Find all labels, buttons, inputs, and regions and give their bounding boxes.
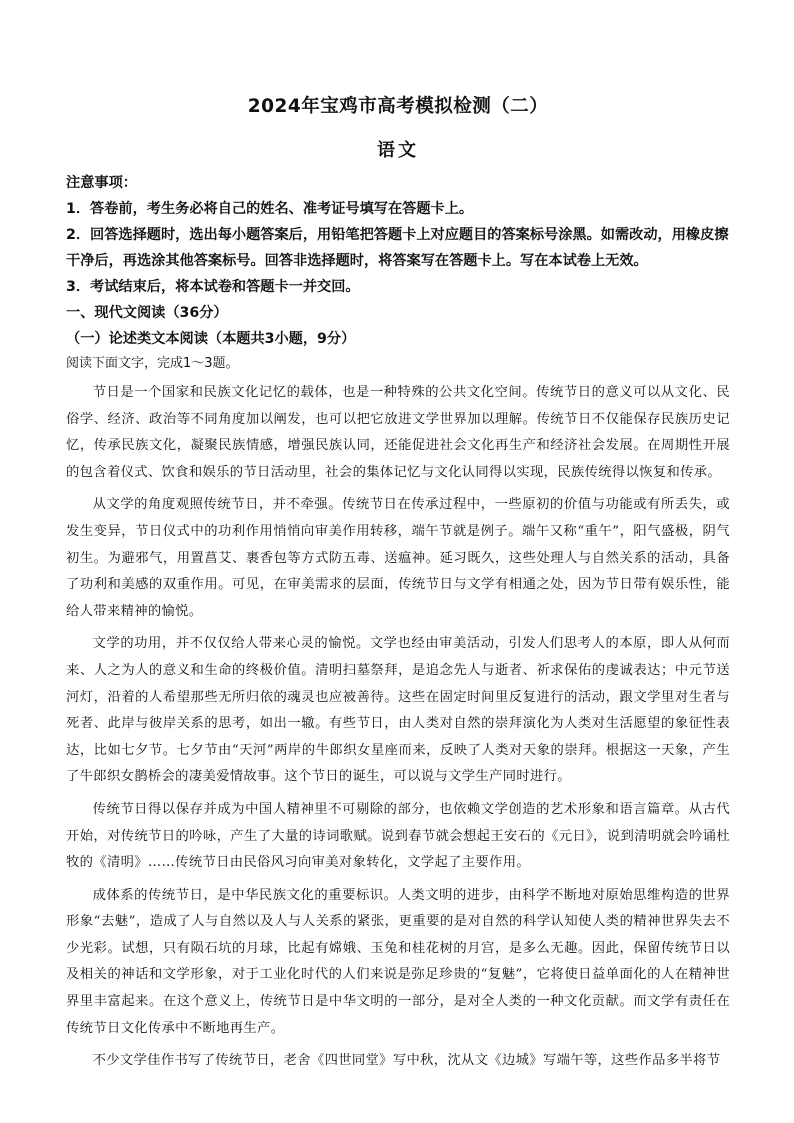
- exam-title: 2024年宝鸡市高考模拟检测（二）: [247, 96, 549, 117]
- reading-instruction: 阅读下面文字，完成1～3题。: [66, 356, 239, 371]
- passage-paragraph: 文学的功用，并不仅仅给人带来心灵的愉悦。文学也经由审美活动，引发人们思考人的本原，即人从何而来、人之为人的意义和生命的终极价值。清明扫墓祭拜，是追念先人与逝者、祈求保佑的虔诚表达；中元节送河灯，沿着的人希望那些无所归依的魂灵也应被善待。这些在固定时间里反复进行的活动，跟文学里对生者与死者、此岸与彼岸关系的思考，如出一辙。有些节日，由人类对自然的崇拜演化为人类对生活愿望的象征性表达，比如七夕节。七夕节由“天河”两岸的牛郎织女星座而来，反映了人类对天象的崇拜。根据这一天象，产生了牛郎织女鹊桥会的凄美爱情故事。这个节日的诞生，可以说与文学生产同时进行。: [66, 636, 730, 785]
- passage-paragraph: 传统节日得以保存并成为中国人精神里不可剔除的部分，也依赖文学创造的艺术形象和语言篇章。从古代开始，对传统节日的吟咏，产生了大量的诗词歌赋。说到春节就会想起王安石的《元日》，说到清明就会吟诵杜牧的《清明》……传统节日由民俗风习向审美对象转化，文学起了主要作用。: [66, 801, 730, 871]
- notice-item-3: 3．考试结束后，将本试卷和答题卡一并交回。: [66, 279, 360, 295]
- notice-heading: 注意事项：: [66, 175, 137, 191]
- passage-paragraph: 节日是一个国家和民族文化记忆的载体，也是一种特殊的公共文化空间。传统节日的意义可以从文化、民俗学、经济、政治等不同角度加以阐发，也可以把它放进文学世界加以理解。传统节日不仅能保存民族历史记忆，传承民族文化，凝聚民族情感，增强民族认同，还能促进社会文化再生产和经济社会发展。在周期性开展的包含着仪式、饮食和娱乐的节日活动里，社会的集体记忆与文化认同得以实现，民族传统得以恢复和传承。: [66, 385, 730, 480]
- passage-paragraph: 成体系的传统节日，是中华民族文化的重要标识。人类文明的进步，由科学不断地对原始思维构造的世界形象“去魅”，造成了人与自然以及人与人关系的紧张，更重要的是对自然的科学认知使人类的精神世界失去不少光彩。试想，只有陨石坑的月球，比起有嫦娥、玉兔和桂花树的月宫，是多么无趣。因此，保留传统节日以及相关的神话和文学形象，对于工业化时代的人们来说是弥足珍贵的“复魅”，它将使日益单面化的人在精神世界里丰富起来。在这个意义上，传统节日是中华文明的一部分，是对全人类的一种文化贡献。而文学有责任在传统节日文化传承中不断地再生产。: [66, 887, 730, 1036]
- notice-item-1: 1．答卷前，考生务必将自己的姓名、准考证号填写在答题卡上。: [66, 201, 474, 217]
- subject-title: 语文: [377, 140, 419, 161]
- passage-paragraph: 从文学的角度观照传统节日，并不牵强。传统节日在传承过程中，一些原初的价值与功能或有所丢失，或发生变异，节日仪式中的功利作用悄悄向审美作用转移，端午节就是例子。端午又称“重午”，阳气盛极，阴气初生。为避邪气，用置菖艾、裹香包等方式防五毒、送瘟神。延习既久，这些处理人与自然关系的活动，具备了功利和美感的双重作用。可见，在审美需求的层面，传统节日与文学有相通之处，因为节日带有娱乐性，能给人带来精神的愉悦。: [66, 497, 730, 619]
- section-heading: 一、现代文阅读（36分）: [66, 305, 228, 321]
- passage-paragraph: 不少文学佳作书写了传统节日，老舍《四世同堂》写中秋，沈从文《边城》写端午等，这些作品多半将节: [92, 1053, 721, 1069]
- notice-item-2: 2．回答选择题时，选出每小题答案后，用铅笔把答题卡上对应题目的答案标号涂黑。如需改动，用橡皮擦干净后，再选涂其他答案标号。回答非选择题时，将答案写在答题卡上。写在本试卷上无效。: [66, 227, 729, 269]
- section-subheading: （一）论述类文本阅读（本题共3小题，9分）: [66, 331, 356, 347]
